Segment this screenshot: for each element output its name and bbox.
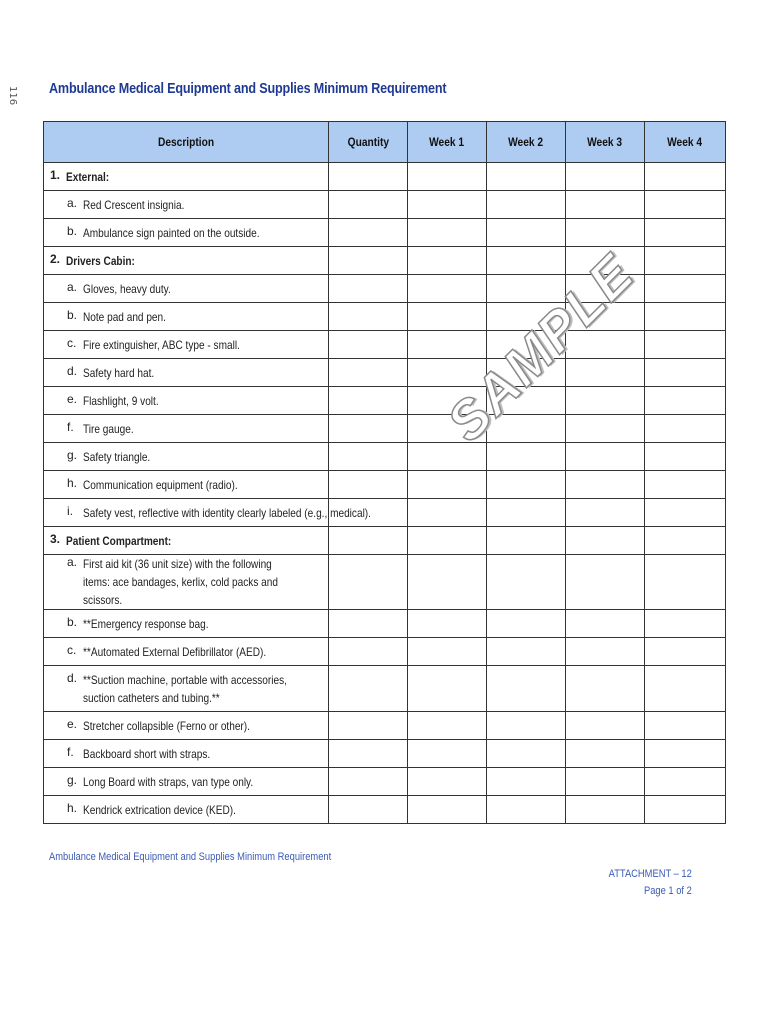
week-1-cell	[408, 219, 487, 247]
week-3-cell	[566, 415, 645, 443]
week-1-cell	[408, 303, 487, 331]
week-2-cell	[487, 796, 566, 824]
item-label: First aid kit (36 unit size) with the following items: ace bandages, kerlix, cold packs and scissors.	[83, 557, 278, 607]
row-number: c.	[67, 642, 77, 657]
week-3-cell	[566, 555, 645, 610]
week-4-cell	[645, 499, 726, 527]
quantity-cell	[329, 712, 408, 740]
week-4-cell	[645, 666, 726, 712]
row-number: b.	[67, 614, 78, 629]
quantity-cell	[329, 610, 408, 638]
row-number: a.	[67, 555, 78, 569]
section-label: Drivers Cabin:	[66, 253, 135, 268]
row-number: c.	[67, 335, 77, 350]
week-2-cell	[487, 610, 566, 638]
week-4-cell	[645, 443, 726, 471]
header-week-3: Week 3	[566, 122, 645, 163]
week-3-cell	[566, 527, 645, 555]
week-3-cell	[566, 387, 645, 415]
row-number: g.	[67, 447, 78, 462]
item-label: Stretcher collapsible (Ferno or other).	[83, 718, 250, 733]
table-row	[44, 768, 726, 796]
description-cell	[44, 359, 329, 387]
week-1-cell	[408, 471, 487, 499]
week-2-cell	[487, 499, 566, 527]
quantity-cell	[329, 247, 408, 275]
quantity-cell	[329, 638, 408, 666]
week-2-cell	[487, 768, 566, 796]
week-2-cell	[487, 191, 566, 219]
table-row	[44, 387, 726, 415]
description-cell	[44, 471, 329, 499]
week-3-cell	[566, 163, 645, 191]
table-row	[44, 796, 726, 824]
description-cell	[44, 555, 329, 610]
quantity-cell	[329, 666, 408, 712]
table-header-row	[44, 122, 726, 163]
item-label: Long Board with straps, van type only.	[83, 774, 254, 789]
item-label: Flashlight, 9 volt.	[83, 393, 159, 408]
row-number: h.	[67, 800, 78, 815]
description-cell	[44, 638, 329, 666]
row-number: b.	[67, 223, 78, 238]
table-row	[44, 415, 726, 443]
footer-attachment: ATTACHMENT – 12	[608, 868, 692, 880]
quantity-cell	[329, 796, 408, 824]
week-3-cell	[566, 471, 645, 499]
header-quantity: Quantity	[329, 122, 408, 163]
row-number: a.	[67, 195, 78, 210]
item-label: **Emergency response bag.	[83, 616, 209, 631]
quantity-cell	[329, 443, 408, 471]
week-3-cell	[566, 191, 645, 219]
description-cell	[44, 219, 329, 247]
week-2-cell	[487, 740, 566, 768]
quantity-cell	[329, 387, 408, 415]
table-row	[44, 712, 726, 740]
header-description: Description	[44, 122, 329, 163]
header-week-1: Week 1	[408, 122, 487, 163]
item-label: **Suction machine, portable with accessories, suction catheters and tubing.**	[83, 672, 287, 705]
week-1-cell	[408, 191, 487, 219]
quantity-cell	[329, 740, 408, 768]
quantity-cell	[329, 275, 408, 303]
table-row	[44, 191, 726, 219]
side-page-number: 116	[7, 86, 18, 106]
table-row	[44, 666, 726, 712]
requirements-table	[43, 121, 726, 824]
row-number: i.	[67, 503, 73, 518]
description-cell	[44, 303, 329, 331]
row-number: 3.	[50, 531, 61, 546]
week-2-cell	[487, 471, 566, 499]
page-title: Ambulance Medical Equipment and Supplies Minimum Requirement	[49, 80, 447, 97]
item-label: **Automated External Defibrillator (AED).	[83, 644, 267, 659]
header-week-4: Week 4	[645, 122, 726, 163]
week-1-cell	[408, 610, 487, 638]
week-4-cell	[645, 359, 726, 387]
table-row	[44, 443, 726, 471]
section-label: Patient Compartment:	[66, 533, 172, 548]
week-2-cell	[487, 712, 566, 740]
description-cell	[44, 163, 329, 191]
week-2-cell	[487, 163, 566, 191]
quantity-cell	[329, 163, 408, 191]
week-4-cell	[645, 163, 726, 191]
description-cell	[44, 331, 329, 359]
week-4-cell	[645, 387, 726, 415]
description-cell	[44, 247, 329, 275]
week-4-cell	[645, 712, 726, 740]
description-cell	[44, 415, 329, 443]
week-4-cell	[645, 796, 726, 824]
table-row	[44, 740, 726, 768]
week-1-cell	[408, 712, 487, 740]
week-3-cell	[566, 359, 645, 387]
quantity-cell	[329, 471, 408, 499]
item-label: Ambulance sign painted on the outside.	[83, 225, 260, 240]
week-4-cell	[645, 555, 726, 610]
item-label: Note pad and pen.	[83, 309, 166, 324]
week-2-cell	[487, 666, 566, 712]
week-1-cell	[408, 527, 487, 555]
week-3-cell	[566, 499, 645, 527]
week-1-cell	[408, 666, 487, 712]
row-number: 1.	[50, 167, 61, 182]
item-label: Backboard short with straps.	[83, 746, 211, 761]
week-2-cell	[487, 527, 566, 555]
week-1-cell	[408, 275, 487, 303]
table-row	[44, 638, 726, 666]
week-3-cell	[566, 796, 645, 824]
item-label: Fire extinguisher, ABC type - small.	[83, 337, 240, 352]
week-4-cell	[645, 303, 726, 331]
footer-title: Ambulance Medical Equipment and Supplies Minimum Requirement	[49, 851, 332, 863]
quantity-cell	[329, 768, 408, 796]
week-4-cell	[645, 331, 726, 359]
description-cell	[44, 387, 329, 415]
description-cell	[44, 712, 329, 740]
table-row	[44, 359, 726, 387]
section-row	[44, 163, 726, 191]
row-number: h.	[67, 475, 78, 490]
week-3-cell	[566, 610, 645, 638]
table-row	[44, 331, 726, 359]
row-number: d.	[67, 363, 78, 378]
table-row	[44, 499, 726, 527]
description-cell	[44, 191, 329, 219]
week-3-cell	[566, 768, 645, 796]
week-4-cell	[645, 638, 726, 666]
week-1-cell	[408, 796, 487, 824]
table-row	[44, 555, 726, 610]
item-label: Kendrick extrication device (KED).	[83, 802, 236, 817]
week-3-cell	[566, 740, 645, 768]
description-cell	[44, 275, 329, 303]
week-4-cell	[645, 610, 726, 638]
week-4-cell	[645, 740, 726, 768]
week-4-cell	[645, 415, 726, 443]
week-1-cell	[408, 163, 487, 191]
week-3-cell	[566, 666, 645, 712]
week-1-cell	[408, 555, 487, 610]
week-1-cell	[408, 499, 487, 527]
row-number: 2.	[50, 251, 61, 266]
description-cell	[44, 499, 371, 527]
week-1-cell	[408, 768, 487, 796]
description-cell	[44, 527, 329, 555]
week-2-cell	[487, 638, 566, 666]
item-label: Safety vest, reflective with identity clearly labeled (e.g., medical).	[83, 505, 371, 520]
week-2-cell	[487, 443, 566, 471]
row-number: f.	[67, 744, 74, 759]
item-label: Safety triangle.	[83, 449, 151, 464]
description-cell	[44, 768, 329, 796]
row-number: d.	[67, 670, 78, 685]
item-label: Red Crescent insignia.	[83, 197, 185, 212]
sample-watermark: SAMPLE	[435, 242, 646, 453]
week-2-cell	[487, 219, 566, 247]
quantity-cell	[329, 219, 408, 247]
week-1-cell	[408, 247, 487, 275]
row-number: e.	[67, 716, 78, 731]
week-3-cell	[566, 443, 645, 471]
footer-page-number: Page 1 of 2	[644, 885, 692, 897]
description-cell	[44, 740, 329, 768]
week-3-cell	[566, 638, 645, 666]
table-row	[44, 471, 726, 499]
item-label: Tire gauge.	[83, 421, 134, 436]
description-cell	[44, 666, 329, 712]
description-cell	[44, 610, 329, 638]
header-week-2: Week 2	[487, 122, 566, 163]
week-4-cell	[645, 471, 726, 499]
table-row	[44, 610, 726, 638]
footer-attachment-block	[594, 866, 692, 900]
section-label: External:	[66, 169, 110, 184]
week-3-cell	[566, 712, 645, 740]
quantity-cell	[329, 555, 408, 610]
week-4-cell	[645, 219, 726, 247]
week-4-cell	[645, 275, 726, 303]
section-row	[44, 527, 726, 555]
quantity-cell	[329, 303, 408, 331]
description-cell	[44, 443, 329, 471]
week-1-cell	[408, 331, 487, 359]
quantity-cell	[329, 191, 408, 219]
row-number: e.	[67, 391, 78, 406]
quantity-cell	[329, 527, 408, 555]
row-number: b.	[67, 307, 78, 322]
week-2-cell	[487, 247, 566, 275]
item-label: Safety hard hat.	[83, 365, 155, 380]
row-number: f.	[67, 419, 74, 434]
row-number: a.	[67, 279, 78, 294]
quantity-cell	[329, 359, 408, 387]
item-label: Gloves, heavy duty.	[83, 281, 171, 296]
quantity-cell	[329, 331, 408, 359]
quantity-cell	[329, 415, 408, 443]
week-4-cell	[645, 527, 726, 555]
week-1-cell	[408, 638, 487, 666]
week-4-cell	[645, 191, 726, 219]
week-2-cell	[487, 555, 566, 610]
row-number: g.	[67, 772, 78, 787]
item-label: Communication equipment (radio).	[83, 477, 238, 492]
week-4-cell	[645, 768, 726, 796]
week-1-cell	[408, 740, 487, 768]
description-cell	[44, 796, 329, 824]
